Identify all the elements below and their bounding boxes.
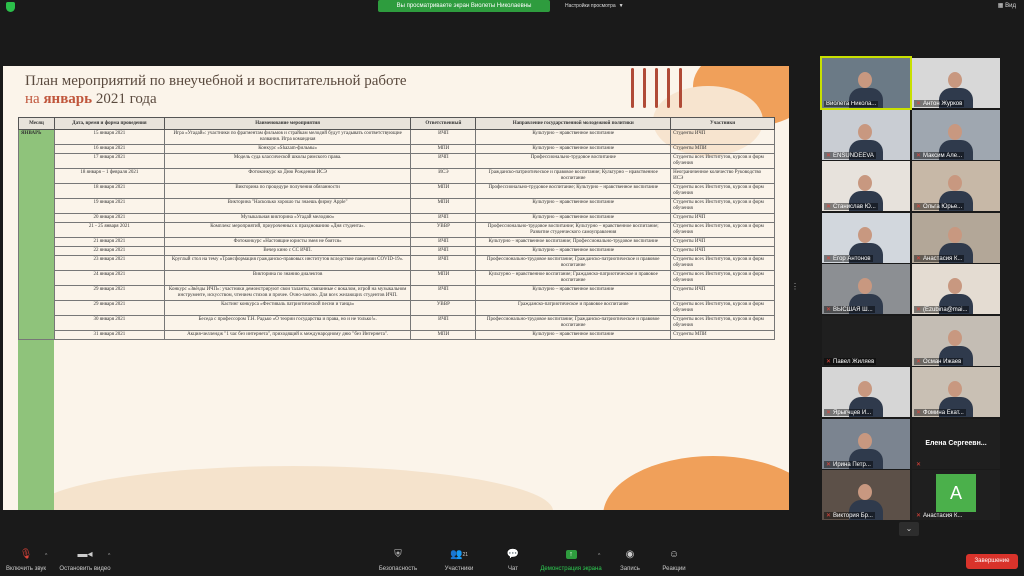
cell-date: 29 января 2021 xyxy=(54,286,164,301)
camera-icon: ▬◂ xyxy=(77,549,93,560)
participant-name xyxy=(824,409,873,416)
participant-name xyxy=(914,512,964,519)
record-icon: ◉ xyxy=(625,549,635,560)
view-options-label: Настройки просмотра xyxy=(565,3,616,9)
participants-count: 21 xyxy=(462,552,468,558)
security-button[interactable]: ⛨ Безопасность xyxy=(374,548,422,576)
cell-part: Неограниченное количество Руководство ИСЭ xyxy=(671,169,775,184)
microphone-muted-icon: ✕ xyxy=(916,513,922,519)
microphone-muted-icon: ✕ xyxy=(826,410,832,416)
cell-dir: Культурно – нравственное воспитание xyxy=(476,286,671,301)
person-head xyxy=(948,72,962,88)
table-row xyxy=(19,214,775,223)
participant-tile[interactable] xyxy=(912,470,1000,520)
participant-name xyxy=(824,203,878,210)
chevron-down-icon: ⌄ xyxy=(905,524,913,533)
cell-dir: Профессионально-трудовое воспитание; Гражданско-патриотическое и правовое воспитание xyxy=(476,316,671,331)
person-head xyxy=(948,227,962,243)
participant-tile[interactable] xyxy=(822,110,910,160)
cell-date: 29 января 2021 xyxy=(54,301,164,316)
cell-name: Музыкальная викторина «Угадай мелодию» xyxy=(164,214,411,223)
cell-dir: Культурно – нравственное воспитание xyxy=(476,199,671,214)
table-row xyxy=(19,271,775,286)
security-shield-icon[interactable] xyxy=(6,2,15,12)
table-row xyxy=(19,184,775,199)
audio-options-caret[interactable]: ^ xyxy=(45,553,48,559)
participant-tile[interactable] xyxy=(912,110,1000,160)
participant-name xyxy=(914,255,964,262)
participant-name-text: Виктория Бр... xyxy=(833,513,873,519)
cell-dir: Гражданско-патриотическое и правовое воспитание xyxy=(476,301,671,316)
microphone-muted-icon: ✕ xyxy=(916,461,922,468)
cell-part: Студенты всех Институтов, курсов и форм обучения xyxy=(671,301,775,316)
column-header: Наименование мероприятия xyxy=(164,118,411,130)
participant-name-text: Ирина Петр... xyxy=(833,461,871,468)
events-table xyxy=(18,117,775,340)
person-head xyxy=(948,124,962,140)
decor-blob xyxy=(33,466,553,510)
participant-name-text: ВЫСШАЯ Ш... xyxy=(833,307,873,313)
cell-resp: МПИ xyxy=(411,271,476,286)
participant-name-text: Ольга Юрье... xyxy=(923,204,963,210)
cell-resp: МПИ xyxy=(411,331,476,340)
participant-name xyxy=(824,152,876,159)
table-row xyxy=(19,223,775,238)
cell-resp: МПИ xyxy=(411,199,476,214)
participant-name xyxy=(914,100,964,107)
microphone-muted-icon: ✕ xyxy=(916,410,922,416)
cell-resp: УВВР xyxy=(411,301,476,316)
reactions-icon: ☺ xyxy=(668,549,680,560)
participant-tile[interactable] xyxy=(822,316,910,366)
cell-name: Конкурс «Shazam-фильмы» xyxy=(164,145,411,154)
cell-part: Студенты МПИ xyxy=(671,331,775,340)
column-header: Месяц xyxy=(19,118,55,130)
participant-name xyxy=(824,255,873,262)
participant-tile[interactable] xyxy=(822,470,910,520)
cell-dir: Культурно – нравственное воспитание xyxy=(476,145,671,154)
participant-tile[interactable] xyxy=(912,264,1000,314)
chevron-down-icon: ▼ xyxy=(618,3,624,9)
person-head xyxy=(858,433,872,449)
cell-date: 15 января 2021 xyxy=(54,130,164,145)
participant-name-text: Антон Журков xyxy=(923,101,963,107)
person-head xyxy=(858,484,872,500)
reactions-button[interactable]: ☺ Реакции xyxy=(656,548,692,576)
cell-name: Модель суда классической школы римского права. xyxy=(164,154,411,169)
cell-name: Кастинг конкурса «Фестиваль патриотической песни и танца» xyxy=(164,301,411,316)
participant-name xyxy=(824,101,878,107)
cell-date: 20 января 2021 xyxy=(54,214,164,223)
top-bar xyxy=(0,0,1024,14)
video-options-caret[interactable]: ^ xyxy=(108,553,111,559)
person-head xyxy=(858,124,872,140)
cell-part: Студенты ИЧП xyxy=(671,214,775,223)
participant-name-text: Виолета Никола... xyxy=(826,101,877,107)
cell-part: Студенты всех Институтов, курсов и форм обучения xyxy=(671,256,775,271)
table-row xyxy=(19,130,775,145)
cell-resp: ИЧП xyxy=(411,247,476,256)
cell-part: Студенты всех Институтов, курсов и форм обучения xyxy=(671,316,775,331)
cell-resp: ИЧП xyxy=(411,214,476,223)
slide-title xyxy=(25,72,407,108)
cell-dir: Культурно – нравственное воспитание xyxy=(476,331,671,340)
table-row xyxy=(19,169,775,184)
person-head xyxy=(948,381,962,397)
cell-resp: ИЧП xyxy=(411,286,476,301)
table-row xyxy=(19,238,775,247)
table-row xyxy=(19,256,775,271)
table-header xyxy=(19,118,775,130)
cell-date: 24 января 2021 xyxy=(54,271,164,286)
microphone-muted-icon: ✕ xyxy=(916,101,922,107)
cell-date: 21 января 2021 xyxy=(54,238,164,247)
cell-dir: Культурно – нравственное воспитание xyxy=(476,247,671,256)
microphone-muted-icon: ✕ xyxy=(826,204,832,210)
participant-name-text: Фомина Екат... xyxy=(923,410,964,416)
cell-name: Фотоконкурс «Настоящие юристы змея не боятся» xyxy=(164,238,411,247)
column-header: Ответственный xyxy=(411,118,476,130)
share-screen-button[interactable]: ↑ Демонстрация экрана xyxy=(536,548,606,576)
cell-part: Студенты ИЧП xyxy=(671,247,775,256)
cell-resp: ИЧП xyxy=(411,238,476,247)
cell-part: Студенты ИЧП xyxy=(671,130,775,145)
cell-part: Студенты МПИ xyxy=(671,145,775,154)
microphone-muted-icon: ✕ xyxy=(826,513,832,519)
cell-part: Студенты всех Институтов, курсов и форм обучения xyxy=(671,154,775,169)
cell-part: Студенты ИЧП xyxy=(671,238,775,247)
microphone-muted-icon: ✕ xyxy=(826,152,832,159)
cell-dir: Культурно – нравственное воспитание; Профессионально-трудовое воспитание xyxy=(476,238,671,247)
month-cell: ЯНВАРЬ xyxy=(19,130,55,340)
microphone-muted-icon: ✕ xyxy=(826,307,832,313)
cell-dir: Культурно – нравственное воспитание xyxy=(476,214,671,223)
share-screen-icon: ↑ xyxy=(536,548,606,562)
microphone-muted-icon: ✕ xyxy=(916,204,922,210)
cell-part: Студенты ИЧП xyxy=(671,286,775,301)
cell-name: Викторина по процедуре получения обязанности xyxy=(164,184,411,199)
participant-name xyxy=(914,409,966,416)
avatar: A xyxy=(936,474,976,512)
participant-name-text: Павел Жиляев xyxy=(833,358,875,365)
decor-blob xyxy=(603,456,789,510)
participant-tile[interactable] xyxy=(822,161,910,211)
cell-dir: Профессионально-трудовое воспитание; Культурно – нравственное воспитание xyxy=(476,184,671,199)
cell-name: Викторина "Насколько хорошо ты знаешь фирму Apple" xyxy=(164,199,411,214)
participant-name-text: (Еzubina@mai... xyxy=(923,307,968,313)
table-row xyxy=(19,199,775,214)
participant-name xyxy=(914,152,964,159)
cell-date: 31 января 2021 xyxy=(54,331,164,340)
cell-date: 18 января 2021 xyxy=(54,184,164,199)
cell-part: Студенты всех Институтов, курсов и форм обучения xyxy=(671,184,775,199)
participant-tile[interactable] xyxy=(912,58,1000,108)
microphone-muted-icon: 🎙 xyxy=(19,549,33,560)
participant-tile[interactable] xyxy=(912,213,1000,263)
cell-part: Студенты всех Институтов, курсов и форм обучения xyxy=(671,223,775,238)
cell-dir: Культурно – нравственное воспитание xyxy=(476,130,671,145)
participant-tile[interactable] xyxy=(822,213,910,263)
cell-name: Фотоконкурс ко Дню Рождения ИСЭ xyxy=(164,169,411,184)
participant-name-text: Анастасия К... xyxy=(923,255,963,262)
table-row xyxy=(19,145,775,154)
cell-resp: ИЧП xyxy=(411,130,476,145)
chat-button[interactable]: 💬 Чат xyxy=(500,548,526,576)
participant-name xyxy=(824,358,876,365)
microphone-muted-icon: ✕ xyxy=(826,255,832,262)
participant-tile[interactable] xyxy=(822,419,910,469)
participant-name xyxy=(914,306,969,313)
slide-title-line2: на январь 2021 года xyxy=(25,91,157,107)
column-header: Направление государственной молодежной политики xyxy=(476,118,671,130)
person-head xyxy=(948,278,962,294)
mute-button[interactable]: 🎙 Включить звук xyxy=(2,548,50,576)
cell-resp: УВВР xyxy=(411,223,476,238)
cell-name: Конкурс «Звёзды ИЧП»: участники демонстрируют свои таланты, связанные с вокалом, игрой на музыкальном инструменте, искусством, чтением стихов и прочее. Очно-заочно. Для всех желающих студентов ИЧП. xyxy=(164,286,411,301)
share-options-caret[interactable]: ^ xyxy=(598,553,601,559)
table-row xyxy=(19,331,775,340)
grid-icon: ▦ xyxy=(997,3,1004,9)
person-head xyxy=(858,72,872,88)
table-row xyxy=(19,247,775,256)
participant-name xyxy=(914,358,963,365)
shared-screen xyxy=(3,66,789,510)
cell-name: Беседа с профессором Т.Н. Радько «О теории государства и права, но и не только!». xyxy=(164,316,411,331)
participant-tile[interactable] xyxy=(822,58,910,108)
participant-tile[interactable] xyxy=(912,419,1000,469)
microphone-muted-icon: ✕ xyxy=(916,255,922,262)
cell-date: 21 - 25 января 2021 xyxy=(54,223,164,238)
cell-name: Викторина по знанию диалектов xyxy=(164,271,411,286)
cell-name: Игра «Угадай»: участники по фрагментам фильмов и страйкам мелодий будут угадывать соответствующие названия. Игра командная xyxy=(164,130,411,145)
cell-resp: ИЧП xyxy=(411,256,476,271)
video-button[interactable]: ▬◂ Остановить видео xyxy=(56,548,114,576)
cell-name: Акция-челлендж "1 час без интернета", приходящий к международному дню "без Интернета". xyxy=(164,331,411,340)
splitter-handle[interactable]: ⋮ xyxy=(791,282,799,291)
cell-part: Студенты всех Институтов, курсов и форм обучения xyxy=(671,199,775,214)
gallery-scroll-down-button[interactable] xyxy=(899,522,919,536)
meeting-toolbar xyxy=(0,548,1024,576)
participant-tile[interactable] xyxy=(822,367,910,417)
microphone-muted-icon: ✕ xyxy=(826,358,832,365)
cell-date: 18 января – 1 февраля 2021 xyxy=(54,169,164,184)
cell-date: 30 января 2021 xyxy=(54,316,164,331)
cell-dir: Гражданско-патриотическое и правовое воспитание; Культурно – нравственное воспитание xyxy=(476,169,671,184)
table-row xyxy=(19,154,775,169)
microphone-muted-icon: ✕ xyxy=(826,461,832,468)
cell-resp: МПИ xyxy=(411,145,476,154)
end-meeting-button[interactable]: Завершение xyxy=(966,554,1018,569)
cell-name: Круглый стол на тему «Трансформация гражданско-правовых институтов вследствие пандемии COVID-19». xyxy=(164,256,411,271)
microphone-muted-icon: ✕ xyxy=(916,358,922,365)
table-row xyxy=(19,286,775,301)
cell-resp: ИЧП xyxy=(411,316,476,331)
slide-title-line1: План мероприятий по внеучебной и воспитательной работе xyxy=(25,73,407,89)
participant-name-text: Осман Ижаев xyxy=(923,358,962,365)
cell-date: 23 января 2021 xyxy=(54,256,164,271)
shield-icon: ⛨ xyxy=(394,549,402,560)
sharing-banner: Вы просматриваете экран Виолеты Николаевны xyxy=(378,0,550,12)
cell-part: Студенты всех Институтов, курсов и форм обучения xyxy=(671,271,775,286)
cell-resp: ИСЭ xyxy=(411,169,476,184)
person-head xyxy=(858,227,872,243)
cell-date: 17 января 2021 xyxy=(54,154,164,169)
participant-name-text: Анастасия К... xyxy=(923,513,963,519)
record-button[interactable]: ◉ Запись xyxy=(616,548,644,576)
cell-dir: Профессионально-трудовое воспитание xyxy=(476,154,671,169)
participant-name-text: ENSUNDEEVA xyxy=(833,152,874,159)
participant-name xyxy=(824,512,875,519)
view-mode-label: Вид xyxy=(1005,3,1016,9)
slide-title-month: январь xyxy=(43,91,93,107)
microphone-muted-icon: ✕ xyxy=(916,307,922,313)
microphone-muted-icon: ✕ xyxy=(916,152,922,159)
participants-icon: 👥$^{21}$ xyxy=(449,549,468,560)
participant-tile[interactable] xyxy=(912,161,1000,211)
participant-name-text: Егор Антонов xyxy=(833,255,871,262)
person-head xyxy=(948,175,962,191)
decor-stripes xyxy=(631,68,701,118)
cell-dir: Культурно – нравственное воспитание; Гражданско-патриотическое и правовое воспитание xyxy=(476,271,671,286)
column-header: Дата, время и форма проведения xyxy=(54,118,164,130)
participant-name xyxy=(824,306,875,313)
cell-date: 22 января 2021 xyxy=(54,247,164,256)
cell-name: Вечер кино с СС ИЧП. xyxy=(164,247,411,256)
table-row xyxy=(19,301,775,316)
view-mode-button[interactable] xyxy=(998,2,1016,9)
participant-name xyxy=(824,461,873,468)
cell-resp: ИЧП xyxy=(411,154,476,169)
cell-date: 19 января 2021 xyxy=(54,199,164,214)
participant-name-large: Елена Сергеевн... xyxy=(925,440,987,447)
column-header: Участники xyxy=(671,118,775,130)
person-head xyxy=(858,278,872,294)
person-head xyxy=(858,175,872,191)
cell-name: Комплекс мероприятий, приуроченных к празднованию «Дня студента». xyxy=(164,223,411,238)
participant-name-text: Максим Але... xyxy=(923,152,963,159)
person-head xyxy=(858,381,872,397)
cell-dir: Профессионально-трудовое воспитание; Культурно – нравственное воспитание; Развитие студенческого самоуправления xyxy=(476,223,671,238)
cell-date: 16 января 2021 xyxy=(54,145,164,154)
participant-tile[interactable] xyxy=(912,316,1000,366)
participant-tile[interactable] xyxy=(822,264,910,314)
cell-resp: МПИ xyxy=(411,184,476,199)
participant-name-text: Ярыгчцев И... xyxy=(833,410,872,416)
chat-icon: 💬 xyxy=(506,549,520,560)
participant-name xyxy=(914,203,964,210)
participant-tile[interactable] xyxy=(912,367,1000,417)
cell-dir: Профессионально-трудовое воспитание; Гражданско-патриотическое и правовое воспитание xyxy=(476,256,671,271)
participants-button[interactable]: 👥$^{21}$ Участники xyxy=(436,548,482,576)
person-head xyxy=(948,330,962,346)
view-options-menu[interactable] xyxy=(562,0,624,12)
table-row xyxy=(19,316,775,331)
participant-name-text: Станислав Ю... xyxy=(833,204,876,210)
